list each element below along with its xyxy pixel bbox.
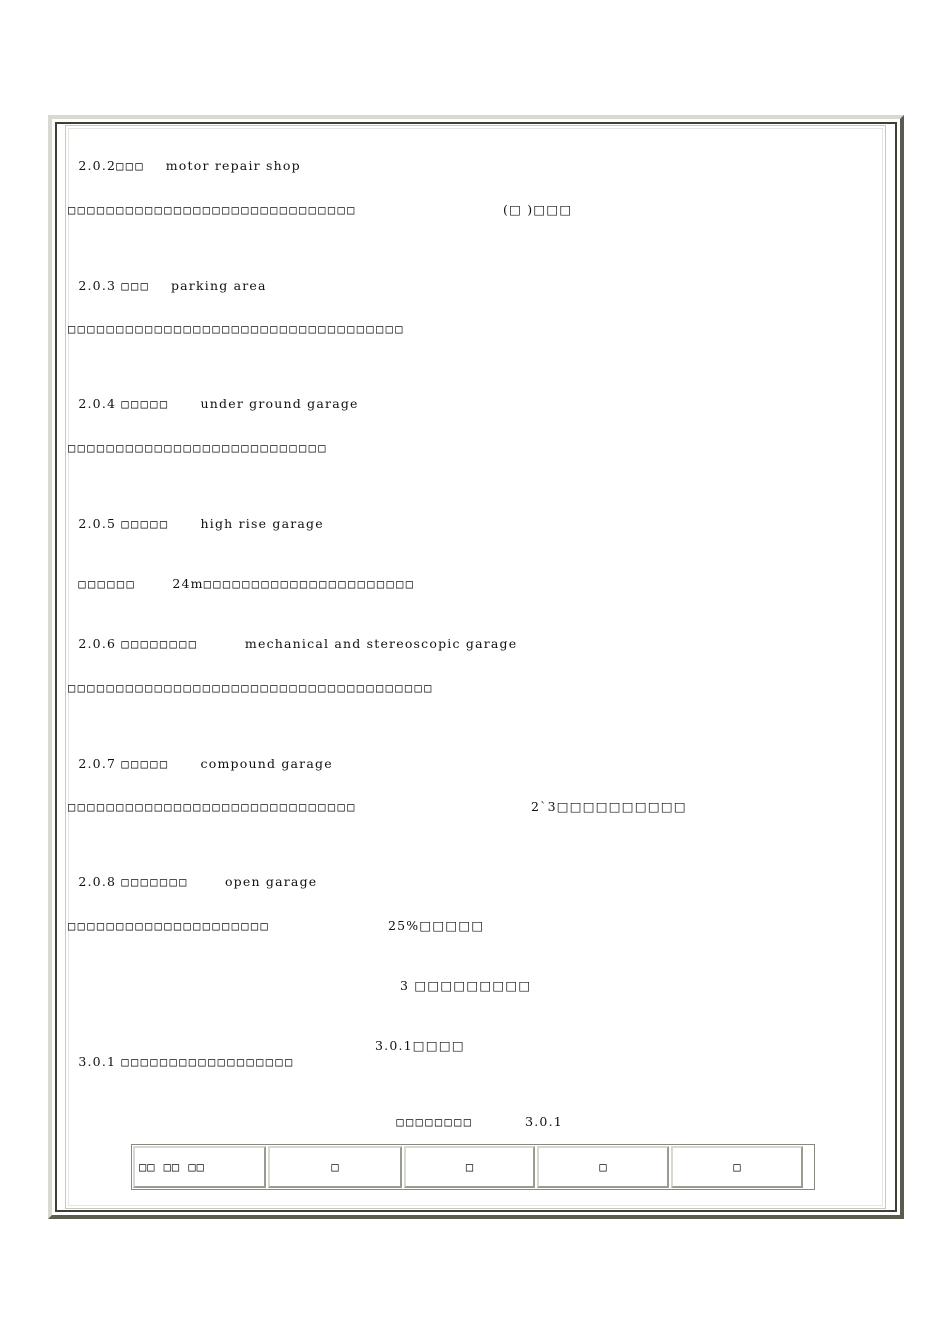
section-3-heading: 3 □□□□□□□□□ [400,978,532,993]
definition-2-0-5 [68,560,415,592]
definition-height: 24m [172,576,204,591]
definition-part: □□□□□□□□□□□□□□□□□□□□□□ [203,577,416,591]
clause-number: 3.0.1 [78,1054,117,1069]
term-chinese: □□□ [121,279,151,293]
term-english: under ground garage [200,396,359,411]
term-chinese: □□□□□ [121,517,170,531]
definition-2-0-2: □□□□□□□□□□□□□□□□□□□□□□□□□□□□□□ [68,203,357,217]
term-english: compound garage [200,756,333,771]
term-english: motor repair shop [165,158,301,173]
table-header-cell: □ [537,1146,669,1188]
table-caption-text: □□□□□□□□ [396,1115,474,1129]
table-header-cell: □ [404,1146,535,1188]
definition-part: □□□□□□ [78,577,137,591]
term-2-0-7 [68,740,333,772]
term-2-0-3 [68,262,267,294]
term-number: 2.0.7 [78,756,117,771]
term-chinese: □□□□□□□ [121,875,189,889]
table-header-cell: □ [268,1146,402,1188]
term-chinese: □□□ [116,159,146,173]
definition-2-0-3: □□□□□□□□□□□□□□□□□□□□□□□□□□□□□□□□□□□ [68,322,405,336]
term-english: open garage [224,874,318,889]
term-number: 2.0.6 [78,636,117,651]
definition-2-0-4: □□□□□□□□□□□□□□□□□□□□□□□□□□□ [68,441,328,455]
definition-2-0-8: □□□□□□□□□□□□□□□□□□□□□ [68,919,271,933]
term-chinese: □□□□□□□□ [121,637,199,651]
table-header-cell-first: □□ □□ □□ [133,1146,266,1188]
term-2-0-2 [68,142,301,174]
definition-2-0-7: □□□□□□□□□□□□□□□□□□□□□□□□□□□□□□ [68,800,357,814]
definition-2-0-6: □□□□□□□□□□□□□□□□□□□□□□□□□□□□□□□□□□□□□□ [68,681,434,695]
table-caption [386,1098,563,1130]
term-chinese: □□□□□ [121,757,170,771]
definition-2-0-2-tail: (□ )□□□ [503,202,573,217]
term-english: high rise garage [200,516,324,531]
term-english: parking area [170,278,267,293]
table-header-cell: □ [671,1146,803,1188]
definition-2-0-7-tail: 2`3□□□□□□□□□□ [531,799,687,814]
definition-2-0-8-tail: 25%□□□□□ [388,918,485,933]
clause-text: □□□□□□□□□□□□□□□□□□ [121,1055,295,1069]
term-2-0-5 [68,500,324,532]
term-chinese: □□□□□ [121,397,170,411]
clause-3-0-1-tail: 3.0.1□□□□ [375,1038,465,1053]
term-number: 2.0.3 [78,278,117,293]
term-number: 2.0.4 [78,396,117,411]
table-number: 3.0.1 [525,1114,563,1129]
term-2-0-8 [68,858,317,890]
classification-table [131,1144,815,1190]
term-number: 2.0.5 [78,516,117,531]
term-english: mechanical and stereoscopic garage [244,636,518,651]
term-2-0-6 [68,620,517,652]
term-number: 2.0.2 [78,158,117,173]
term-2-0-4 [68,380,359,412]
term-number: 2.0.8 [78,874,117,889]
clause-3-0-1 [68,1038,295,1070]
